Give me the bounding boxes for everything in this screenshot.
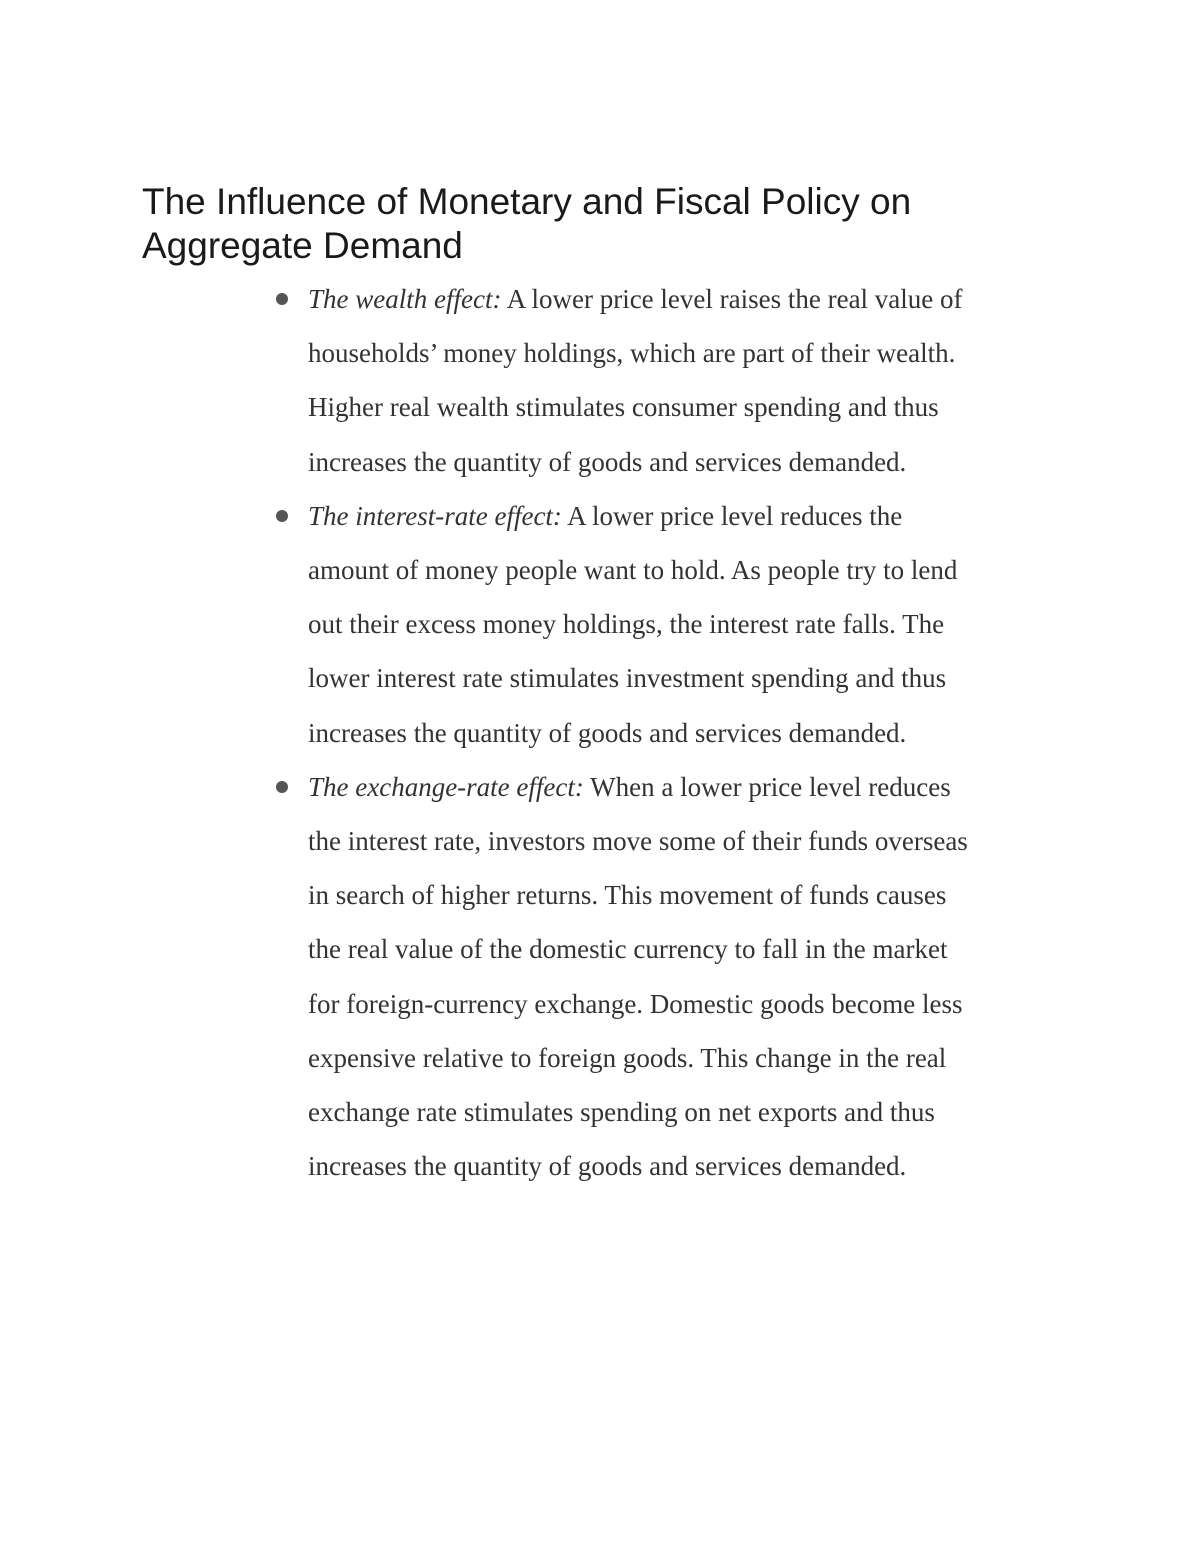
bullet-dot-icon <box>276 293 288 305</box>
bullet-text: When a lower price level reduces the interest rate, investors move some of their funds overseas in search of higher returns. This movement of funds causes the real value of the domestic currency to fall in the market for foreign-currency exchange. Domestic goods become less expensive relative to foreign goods. This change in the real exchange rate stimulates spending on net exports and thus increases the quantity of goods and services demanded. <box>308 771 968 1182</box>
bullet-dot-icon <box>276 781 288 793</box>
document-title: The Influence of Monetary and Fiscal Policy on Aggregate Demand <box>142 181 912 266</box>
effects-bullet-list <box>0 272 1200 1193</box>
bullet-term: The interest-rate effect: <box>308 500 562 531</box>
bullet-item-wealth-effect <box>0 272 968 489</box>
bullet-term: The wealth effect: <box>308 284 502 314</box>
bullet-item-interest-rate-effect <box>0 489 968 760</box>
bullet-item-exchange-rate-effect <box>0 760 968 1194</box>
bullet-dot-icon <box>276 510 288 522</box>
bullet-text: A lower price level reduces the amount of money people want to hold. As people try to lend out their excess money holdings, the interest rate falls. The lower interest rate stimulates investment spending and thus increases the quantity of goods and services demanded. <box>308 500 958 748</box>
bullet-text: A lower price level raises the real value of households’ money holdings, which are part of their wealth. Higher real wealth stimulates consumer spending and thus increases the quantity of goods and services demanded. <box>308 284 963 477</box>
bullet-term: The exchange-rate effect: <box>308 771 584 802</box>
